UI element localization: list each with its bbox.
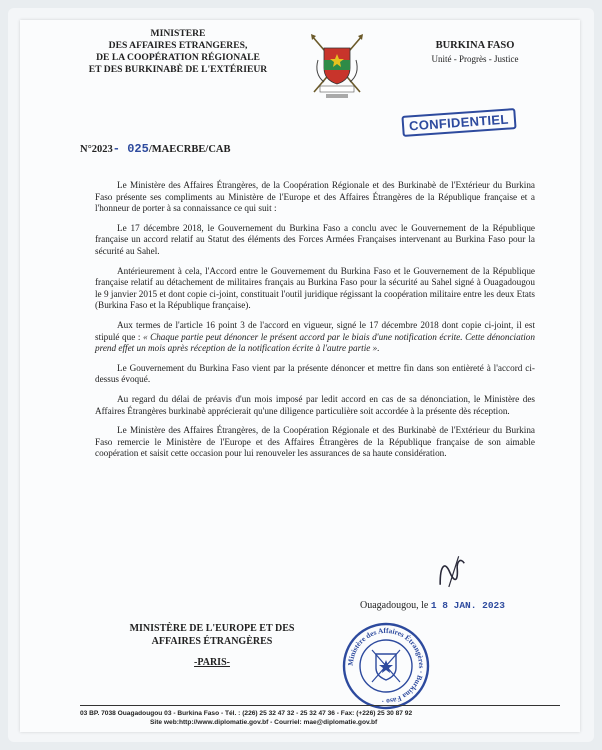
paragraph: Le 17 décembre 2018, le Gouvernement du Burkina Faso a conclu avec le Gouvernement de la République française un accord relatif au Statut des éléments des Forces Armées Françaises intervenant au Burkina Faso pour la sécurité au Sahel.: [95, 222, 535, 256]
paragraph: Antérieurement à cela, l'Accord entre le Gouvernement du Burkina Faso et le Gouvernement de la République française relatif au détachement de militaires français au Burkina Faso pour la sécurité au Sahel signé à Ouagadougou le 9 janvier 2015 et dont copie ci-joint, constituait l'outil juridique régissant la coopération militaire entre les deux Etats (Burkina Faso et la République française).: [95, 265, 535, 311]
ministry-header: [78, 28, 278, 76]
ref-number: - 025: [112, 142, 149, 156]
paragraph: Le Gouvernement du Burkina Faso vient par la présente dénoncer et mettre fin dans son entièreté à l'accord ci-dessus évoqué.: [95, 362, 535, 385]
confidential-stamp: CONFIDENTIEL: [401, 108, 516, 137]
article-quote: « Chaque partie peut dénoncer le présent accord par le biais d'une notification écrite. Cette dénonciation prend effet un mois après réception de la notification écrite à l'autre partie ».: [95, 331, 535, 354]
ministry-line: ET DES BURKINABÈ DE L'EXTÉRIEUR: [88, 64, 268, 75]
date-stamp: 1 8 JAN. 2023: [430, 600, 505, 611]
addressee-block: [112, 622, 312, 669]
letter-page: [20, 20, 580, 732]
addressee-line: AFFAIRES ÉTRANGÈRES: [151, 636, 273, 647]
footer-address: 03 BP. 7038 Ouagadougou 03 - Burkina Faso - Tél. : (226) 25 32 47 32 - 25 32 47 36 - Fax: (+226) 25 30 87 92: [80, 710, 413, 717]
footer-rule: [80, 705, 560, 706]
article-intro: Aux termes de l'article 16 point 3 de l'accord en vigueur, signé le 17 décembre 2018 dont copie ci-joint, il est stipulé que :: [95, 319, 535, 342]
dateline: [360, 600, 505, 611]
paragraph: [95, 320, 535, 355]
country-block: [420, 40, 530, 64]
letter-body: [95, 180, 535, 468]
country-name: BURKINA FASO: [435, 40, 515, 51]
paragraph: Le Ministère des Affaires Étrangères, de la Coopération Régionale et des Burkinabè de l'Extérieur du Burkina Faso présente ses compliments au Ministère de l'Europe et des Affaires Étrangères de la République française et a l'honneur de porter à sa connaissance ce qui suit :: [95, 180, 535, 214]
ref-prefix: N°2023: [80, 144, 113, 155]
ref-suffix: /MAECRBE/CAB: [148, 144, 231, 155]
addressee-line: MINISTÈRE DE L'EUROPE ET DES: [129, 623, 295, 634]
ministry-line: MINISTERE: [150, 28, 206, 39]
ministry-line: DES AFFAIRES ETRANGERES,: [108, 40, 248, 51]
paragraph: Au regard du délai de préavis d'un mois imposé par ledit accord en cas de sa dénonciation, le Ministère des Affaires Étrangères burkinabè apprécierait qu'une diligence particulière soit accordée à la présente dès réception.: [95, 393, 535, 416]
ministry-line: DE LA COOPÉRATION RÉGIONALE: [96, 52, 260, 63]
svg-text:Ministère des Affaires Étrangè: Ministère des Affaires Étrangères · Burkina Faso ·: [345, 625, 427, 707]
signature-mark: [429, 552, 475, 594]
date-place: Ouagadougou, le: [360, 600, 429, 611]
coat-of-arms-icon: [302, 30, 372, 102]
letter-footer: [80, 705, 560, 727]
addressee-city: -PARIS-: [194, 657, 230, 668]
national-motto: Unité - Progrès - Justice: [431, 54, 519, 64]
paragraph: Le Ministère des Affaires Étrangères, de la Coopération Régionale et des Burkinabè de l'Extérieur du Burkina Faso remercie le Ministère de l'Europe et des Affaires Étrangères de la République française de son aimable coopération et saisit cette occasion pour lui renouveler les assurances de sa haute considération.: [95, 425, 535, 459]
official-seal-icon: [338, 620, 434, 712]
reference-number: [80, 142, 231, 156]
footer-contacts: Site web:http://www.diplomatie.gov.bf - Courriel: mae@diplomatie.gov.bf: [150, 719, 378, 726]
